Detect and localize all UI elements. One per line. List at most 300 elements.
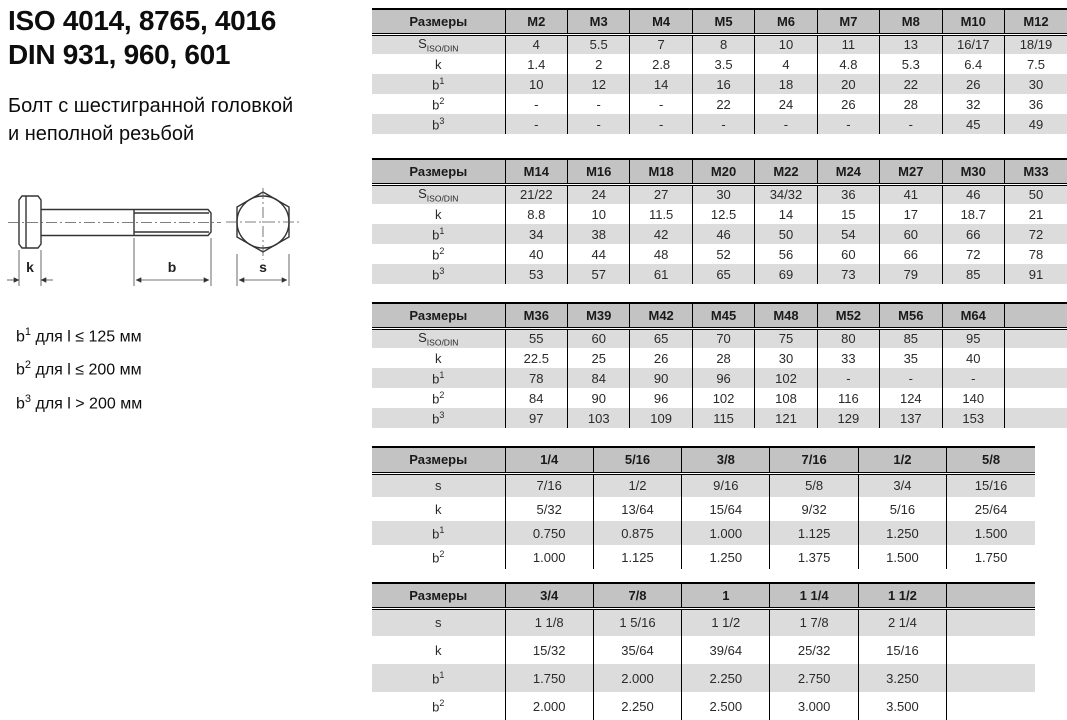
value-cell: 48 xyxy=(630,244,692,264)
value-cell: 30 xyxy=(692,184,754,204)
table-row xyxy=(372,184,1067,204)
column-header-cell xyxy=(1004,303,1067,328)
value-cell: 90 xyxy=(568,388,630,408)
value-cell: - xyxy=(817,368,879,388)
value-cell: 14 xyxy=(630,74,692,94)
table-header-row xyxy=(372,583,1035,608)
value-cell: 60 xyxy=(880,224,942,244)
row-label-cell: $b^3$ xyxy=(372,408,505,428)
value-cell: 26 xyxy=(630,348,692,368)
footnote-b3: $b^3$ для l > 200 мм xyxy=(16,392,143,412)
value-cell: 2.250 xyxy=(593,692,681,720)
value-cell: 60 xyxy=(817,244,879,264)
value-cell: 137 xyxy=(880,408,942,428)
column-header-cell: 5/16 xyxy=(593,447,681,473)
value-cell: 72 xyxy=(942,244,1004,264)
value-cell: 21/22 xyxy=(505,184,567,204)
value-cell: 4 xyxy=(755,54,817,74)
value-cell: 15/16 xyxy=(947,473,1035,497)
value-cell: 11 xyxy=(817,34,879,54)
value-cell: 124 xyxy=(880,388,942,408)
table-header-row xyxy=(372,9,1067,34)
value-cell: 10 xyxy=(505,74,567,94)
header-label-cell: Размеры xyxy=(372,447,505,473)
page-subtitle xyxy=(8,92,293,148)
row-label-cell: k xyxy=(435,501,442,517)
value-cell: 65 xyxy=(692,264,754,284)
value-cell: 69 xyxy=(755,264,817,284)
value-cell: 26 xyxy=(942,74,1004,94)
column-header-cell: M12 xyxy=(1004,9,1067,34)
value-cell: 53 xyxy=(505,264,567,284)
column-header-cell: M56 xyxy=(880,303,942,328)
value-cell: 103 xyxy=(568,408,630,428)
value-cell: 2.8 xyxy=(630,54,692,74)
inch-table-1-4-to-5-8 xyxy=(372,446,1067,569)
value-cell: 1.375 xyxy=(770,545,858,569)
title-din: DIN 931, 960, 601 xyxy=(8,39,231,70)
value-cell: 12.5 xyxy=(692,204,754,224)
value-cell: 55 xyxy=(505,328,567,348)
value-cell: 34 xyxy=(505,224,567,244)
value-cell: - xyxy=(755,114,817,134)
value-cell: 25 xyxy=(568,348,630,368)
value-cell: 2 1/4 xyxy=(858,608,946,636)
row-label-cell: k xyxy=(435,350,442,366)
value-cell: 121 xyxy=(755,408,817,428)
value-cell: 22.5 xyxy=(505,348,567,368)
value-cell: 42 xyxy=(630,224,692,244)
table-row xyxy=(372,368,1067,388)
value-cell: 85 xyxy=(880,328,942,348)
value-cell: 9/16 xyxy=(682,473,770,497)
value-cell: 7/16 xyxy=(505,473,593,497)
value-cell: 7.5 xyxy=(1004,54,1067,74)
title-iso: ISO 4014, 8765, 4016 xyxy=(8,5,276,36)
value-cell: 52 xyxy=(692,244,754,264)
value-cell: 28 xyxy=(880,94,942,114)
value-cell: 17 xyxy=(880,204,942,224)
column-header-cell: M16 xyxy=(568,159,630,184)
value-cell: 1.750 xyxy=(505,664,593,692)
value-cell: 46 xyxy=(942,184,1004,204)
column-header-cell: M8 xyxy=(880,9,942,34)
dimension-k xyxy=(7,250,53,286)
value-cell: 90 xyxy=(630,368,692,388)
value-cell: 1 1/8 xyxy=(505,608,593,636)
table-row xyxy=(372,224,1067,244)
value-cell: 75 xyxy=(755,328,817,348)
column-header-cell: M30 xyxy=(942,159,1004,184)
column-header-cell: 3/4 xyxy=(505,583,593,608)
column-header-cell: 1/4 xyxy=(505,447,593,473)
value-cell: 95 xyxy=(942,328,1004,348)
column-header-cell: M48 xyxy=(755,303,817,328)
value-cell: 1.4 xyxy=(505,54,567,74)
value-cell: 0.875 xyxy=(593,521,681,545)
header-label-cell: Размеры xyxy=(372,159,505,184)
value-cell: 25/64 xyxy=(947,497,1035,521)
column-header-cell: M18 xyxy=(630,159,692,184)
value-cell: 25/32 xyxy=(770,636,858,664)
value-cell: 3/4 xyxy=(858,473,946,497)
column-header-cell: M14 xyxy=(505,159,567,184)
value-cell xyxy=(1004,348,1067,368)
table-row xyxy=(372,692,1035,720)
subtitle-line-1: Болт с шестигранной головкой xyxy=(8,95,294,117)
value-cell: 10 xyxy=(755,34,817,54)
column-header-cell: M22 xyxy=(755,159,817,184)
value-cell: 1.000 xyxy=(682,521,770,545)
subtitle-line-2: и неполной резьбой xyxy=(8,123,195,145)
row-label-cell: $b^2$ xyxy=(432,548,445,566)
value-cell: 2.250 xyxy=(682,664,770,692)
column-header-cell: M64 xyxy=(942,303,1004,328)
value-cell xyxy=(1004,328,1067,348)
table-row xyxy=(372,54,1067,74)
value-cell xyxy=(947,636,1035,664)
value-cell: 28 xyxy=(692,348,754,368)
table-row xyxy=(372,545,1035,569)
value-cell: 1/2 xyxy=(593,473,681,497)
table-row xyxy=(372,114,1067,134)
row-label-cell: $b^2$ xyxy=(432,245,445,263)
table-row xyxy=(372,664,1035,692)
dimension-table xyxy=(372,582,1035,720)
value-cell: 1.250 xyxy=(682,545,770,569)
column-header-cell: 1 1/4 xyxy=(770,583,858,608)
left-panel xyxy=(0,0,372,720)
column-header-cell: 5/8 xyxy=(947,447,1035,473)
bolt-diagram xyxy=(6,188,306,300)
value-cell: 8.8 xyxy=(505,204,567,224)
dimension-table xyxy=(372,158,1067,284)
value-cell: 2.000 xyxy=(505,692,593,720)
table-row xyxy=(372,388,1067,408)
value-cell: 16/17 xyxy=(942,34,1004,54)
metric-table-m36-m64 xyxy=(372,302,1067,428)
value-cell: 72 xyxy=(1004,224,1067,244)
value-cell: 3.250 xyxy=(858,664,946,692)
value-cell: 78 xyxy=(1004,244,1067,264)
value-cell: 44 xyxy=(568,244,630,264)
value-cell: 91 xyxy=(1004,264,1067,284)
value-cell xyxy=(1004,408,1067,428)
column-header-cell xyxy=(947,583,1035,608)
value-cell: 45 xyxy=(942,114,1004,134)
value-cell: 96 xyxy=(692,368,754,388)
value-cell: 20 xyxy=(817,74,879,94)
value-cell: 84 xyxy=(568,368,630,388)
value-cell xyxy=(947,664,1035,692)
table-row xyxy=(372,521,1035,545)
table-row xyxy=(372,497,1035,521)
metric-table-m2-m12 xyxy=(372,8,1067,134)
dimension-k-label: k xyxy=(26,259,34,275)
bolt-side-view xyxy=(8,196,221,248)
dimension-b xyxy=(134,238,211,286)
value-cell: 50 xyxy=(1004,184,1067,204)
table-row xyxy=(372,244,1067,264)
value-cell: 78 xyxy=(505,368,567,388)
value-cell: 39/64 xyxy=(682,636,770,664)
column-header-cell: M2 xyxy=(505,9,567,34)
table-row xyxy=(372,264,1067,284)
row-label-cell: $b^3$ xyxy=(372,264,505,284)
value-cell: 140 xyxy=(942,388,1004,408)
value-cell: 115 xyxy=(692,408,754,428)
value-cell: 84 xyxy=(505,388,567,408)
value-cell: 1 1/2 xyxy=(682,608,770,636)
value-cell: 8 xyxy=(692,34,754,54)
header-label-cell: Размеры xyxy=(372,303,505,328)
row-label-cell: $b^2$ xyxy=(432,389,445,407)
table-row xyxy=(372,74,1067,94)
column-header-cell: M36 xyxy=(505,303,567,328)
column-header-cell: M27 xyxy=(880,159,942,184)
value-cell: 30 xyxy=(1004,74,1067,94)
value-cell: 15/16 xyxy=(858,636,946,664)
value-cell xyxy=(947,608,1035,636)
value-cell: 30 xyxy=(755,348,817,368)
value-cell: 18/19 xyxy=(1004,34,1067,54)
value-cell: 129 xyxy=(817,408,879,428)
column-header-cell: 7/16 xyxy=(770,447,858,473)
value-cell: 22 xyxy=(692,94,754,114)
value-cell: 46 xyxy=(692,224,754,244)
value-cell: 26 xyxy=(817,94,879,114)
header-label-cell: Размеры xyxy=(372,583,505,608)
value-cell: 1 7/8 xyxy=(770,608,858,636)
row-label-cell: s xyxy=(372,473,505,497)
value-cell: - xyxy=(568,114,630,134)
value-cell: 10 xyxy=(568,204,630,224)
footnote-b1: $b^1$ для l ≤ 125 мм xyxy=(16,326,142,346)
column-header-cell: M33 xyxy=(1004,159,1067,184)
value-cell: 5/32 xyxy=(505,497,593,521)
value-cell: 36 xyxy=(817,184,879,204)
value-cell: 4 xyxy=(505,34,567,54)
dimension-s-label: s xyxy=(259,259,267,275)
table-row xyxy=(372,608,1035,636)
value-cell: 97 xyxy=(505,408,567,428)
column-header-cell: M52 xyxy=(817,303,879,328)
metric-table-m14-m33 xyxy=(372,158,1067,284)
table-header-row xyxy=(372,447,1035,473)
row-label-cell: $b^1$ xyxy=(372,368,505,388)
row-label-cell: $b^2$ xyxy=(432,697,445,715)
tables-panel xyxy=(372,0,1067,720)
footnotes xyxy=(16,318,142,418)
column-header-cell: 1 xyxy=(682,583,770,608)
value-cell: 109 xyxy=(630,408,692,428)
row-label-cell: $b^1$ xyxy=(372,521,505,545)
header-label-cell: Размеры xyxy=(372,9,505,34)
table-row xyxy=(372,636,1035,664)
dimension-table xyxy=(372,446,1035,569)
row-label-cell: $b^1$ xyxy=(372,664,505,692)
value-cell: 50 xyxy=(755,224,817,244)
value-cell: 66 xyxy=(880,244,942,264)
dimension-table xyxy=(372,8,1067,134)
value-cell: 5/16 xyxy=(858,497,946,521)
value-cell: 73 xyxy=(817,264,879,284)
column-header-cell: M20 xyxy=(692,159,754,184)
value-cell: 6.4 xyxy=(942,54,1004,74)
value-cell: 11.5 xyxy=(630,204,692,224)
value-cell: 2.500 xyxy=(682,692,770,720)
value-cell: 38 xyxy=(568,224,630,244)
dimension-b-label: b xyxy=(167,259,177,275)
value-cell: 54 xyxy=(817,224,879,244)
column-header-cell: M3 xyxy=(568,9,630,34)
value-cell: 12 xyxy=(568,74,630,94)
value-cell: 70 xyxy=(692,328,754,348)
value-cell: 15/32 xyxy=(505,636,593,664)
value-cell: 96 xyxy=(630,388,692,408)
value-cell: - xyxy=(692,114,754,134)
table-header-row xyxy=(372,159,1067,184)
column-header-cell: M4 xyxy=(630,9,692,34)
value-cell: 14 xyxy=(755,204,817,224)
row-label-cell: $b^3$ xyxy=(372,114,505,134)
value-cell: 41 xyxy=(880,184,942,204)
table-header-row xyxy=(372,303,1067,328)
row-label-cell: $S_{ISO/DIN}$ xyxy=(372,184,505,204)
value-cell: 57 xyxy=(568,264,630,284)
column-header-cell: 1/2 xyxy=(858,447,946,473)
table-row xyxy=(372,328,1067,348)
value-cell: - xyxy=(880,368,942,388)
value-cell: - xyxy=(505,114,567,134)
value-cell: 1.125 xyxy=(593,545,681,569)
column-header-cell: 7/8 xyxy=(593,583,681,608)
value-cell: 24 xyxy=(755,94,817,114)
column-header-cell: M39 xyxy=(568,303,630,328)
page-title xyxy=(8,4,276,72)
table-row xyxy=(372,408,1067,428)
value-cell: 40 xyxy=(505,244,567,264)
bolt-end-view xyxy=(226,188,300,260)
value-cell: 15/64 xyxy=(682,497,770,521)
dimension-s xyxy=(237,254,289,286)
value-cell: 1.500 xyxy=(947,521,1035,545)
value-cell: 0.750 xyxy=(505,521,593,545)
value-cell: 108 xyxy=(755,388,817,408)
table-row xyxy=(372,94,1067,114)
column-header-cell: 1 1/2 xyxy=(858,583,946,608)
table-row xyxy=(372,204,1067,224)
column-header-cell: M6 xyxy=(755,9,817,34)
value-cell: 5.3 xyxy=(880,54,942,74)
value-cell: 13/64 xyxy=(593,497,681,521)
value-cell: 102 xyxy=(755,368,817,388)
row-label-cell: $S_{ISO/DIN}$ xyxy=(372,34,505,54)
value-cell: 27 xyxy=(630,184,692,204)
value-cell: - xyxy=(880,114,942,134)
value-cell: 15 xyxy=(817,204,879,224)
value-cell: 13 xyxy=(880,34,942,54)
value-cell: 1 5/16 xyxy=(593,608,681,636)
value-cell: - xyxy=(630,114,692,134)
value-cell xyxy=(1004,368,1067,388)
value-cell: 85 xyxy=(942,264,1004,284)
column-header-cell: M7 xyxy=(817,9,879,34)
value-cell: 22 xyxy=(880,74,942,94)
value-cell: 5.5 xyxy=(568,34,630,54)
value-cell: 18.7 xyxy=(942,204,1004,224)
value-cell: 1.250 xyxy=(858,521,946,545)
value-cell: 3.500 xyxy=(858,692,946,720)
value-cell: 65 xyxy=(630,328,692,348)
value-cell xyxy=(947,692,1035,720)
row-label-cell: $b^1$ xyxy=(372,74,505,94)
column-header-cell: 3/8 xyxy=(682,447,770,473)
value-cell: 153 xyxy=(942,408,1004,428)
value-cell: 18 xyxy=(755,74,817,94)
value-cell: 33 xyxy=(817,348,879,368)
value-cell: 24 xyxy=(568,184,630,204)
column-header-cell: M5 xyxy=(692,9,754,34)
value-cell: 56 xyxy=(755,244,817,264)
value-cell: 102 xyxy=(692,388,754,408)
value-cell: 66 xyxy=(942,224,1004,244)
column-header-cell: M42 xyxy=(630,303,692,328)
value-cell: 116 xyxy=(817,388,879,408)
row-label-cell: k xyxy=(435,642,442,658)
value-cell: 4.8 xyxy=(817,54,879,74)
value-cell: 40 xyxy=(942,348,1004,368)
value-cell: 3.5 xyxy=(692,54,754,74)
row-label-cell: k xyxy=(435,56,442,72)
value-cell: 79 xyxy=(880,264,942,284)
table-row xyxy=(372,34,1067,54)
value-cell: 2.750 xyxy=(770,664,858,692)
value-cell: 3.000 xyxy=(770,692,858,720)
value-cell: 2.000 xyxy=(593,664,681,692)
row-label-cell: s xyxy=(372,608,505,636)
row-label-cell: $b^2$ xyxy=(432,95,445,113)
value-cell: - xyxy=(817,114,879,134)
inch-table-3-4-to-1-1-2 xyxy=(372,582,1067,720)
column-header-cell: M45 xyxy=(692,303,754,328)
value-cell: - xyxy=(630,94,692,114)
value-cell: 36 xyxy=(1004,94,1067,114)
table-row xyxy=(372,348,1067,368)
value-cell: 1.125 xyxy=(770,521,858,545)
value-cell: 60 xyxy=(568,328,630,348)
value-cell: 49 xyxy=(1004,114,1067,134)
column-header-cell: M10 xyxy=(942,9,1004,34)
value-cell: 21 xyxy=(1004,204,1067,224)
value-cell: - xyxy=(568,94,630,114)
row-label-cell: k xyxy=(435,206,442,222)
value-cell: 7 xyxy=(630,34,692,54)
value-cell: 2 xyxy=(568,54,630,74)
value-cell: 1.750 xyxy=(947,545,1035,569)
value-cell: 1.000 xyxy=(505,545,593,569)
value-cell: 16 xyxy=(692,74,754,94)
value-cell: - xyxy=(942,368,1004,388)
value-cell: 34/32 xyxy=(755,184,817,204)
column-header-cell: M24 xyxy=(817,159,879,184)
value-cell: 61 xyxy=(630,264,692,284)
value-cell: 80 xyxy=(817,328,879,348)
value-cell: 5/8 xyxy=(770,473,858,497)
dimension-table xyxy=(372,302,1067,428)
value-cell: 1.500 xyxy=(858,545,946,569)
value-cell: 32 xyxy=(942,94,1004,114)
